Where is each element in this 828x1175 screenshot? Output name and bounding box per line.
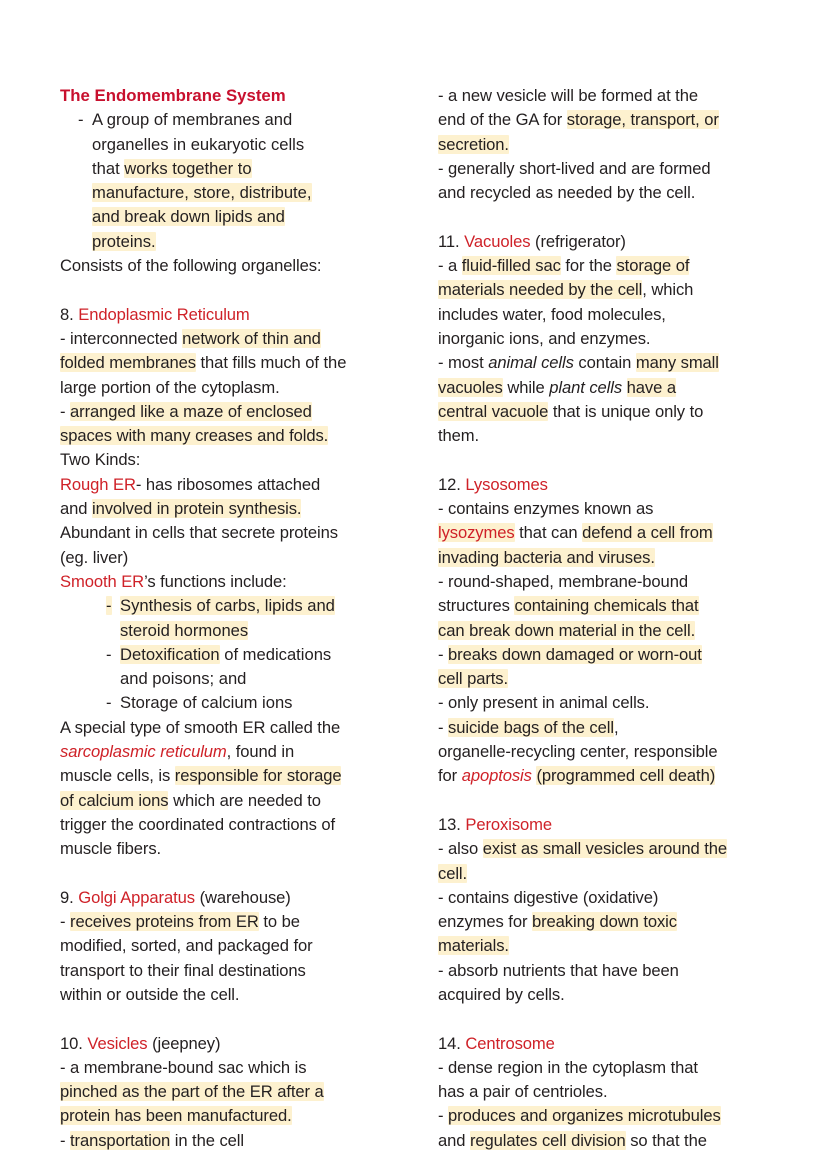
bullet-dash-icon: - <box>106 644 112 664</box>
two-kinds-label: Two Kinds: <box>60 450 141 470</box>
intro-bullet-text-2: organelles in eukaryotic cells <box>92 134 305 154</box>
page-title: The Endomembrane System <box>60 86 286 105</box>
section-14-line-2: has a pair of centrioles. <box>438 1082 608 1102</box>
highlighted-text: produces and organizes microtubules <box>448 1106 721 1126</box>
spacer <box>60 862 392 886</box>
plain-text: for the <box>560 256 617 276</box>
section-13-line-3: - contains digestive (oxidative) <box>438 887 659 907</box>
section-13-heading <box>438 813 770 837</box>
organelle-name: Lysosomes <box>465 474 548 494</box>
highlighted-text: manufacture, store, distribute, <box>92 183 312 203</box>
rough-er-line-1 <box>60 473 392 497</box>
highlighted-text: many small <box>635 353 719 373</box>
highlighted-text: Detoxification <box>120 644 220 664</box>
section-11-line-6 <box>438 376 770 400</box>
italic-term: animal cells <box>488 353 574 373</box>
highlighted-text: involved in protein synthesis. <box>92 499 302 519</box>
vesicle-cont-line-1: - a new vesicle will be formed at the <box>438 86 698 105</box>
smooth-er-bullet-2-line-2 <box>60 667 392 691</box>
section-10-heading <box>60 1032 392 1056</box>
plain-text: - interconnected <box>60 328 183 348</box>
plain-text: ’s functions include: <box>144 571 287 591</box>
highlighted-text: (programmed cell death) <box>536 766 716 786</box>
highlighted-text: pinched as the part of the ER after a <box>60 1082 324 1102</box>
highlighted-text: of calcium ions <box>60 790 169 810</box>
highlighted-text: containing chemicals that <box>514 596 699 616</box>
plain-text: , which <box>642 280 694 300</box>
italic-term: plant cells <box>549 377 623 397</box>
plain-text: and <box>438 1130 470 1150</box>
highlighted-text: materials. <box>438 936 509 956</box>
section-14-line-3 <box>438 1104 770 1128</box>
plain-text: contain <box>573 353 636 373</box>
smooth-er-bullet-3-line-1 <box>60 691 392 715</box>
intro-bullet-line-4 <box>60 181 392 205</box>
section-12-line-10 <box>438 716 770 740</box>
highlighted-text: works together to <box>124 158 252 178</box>
section-11-line-3: includes water, food molecules, <box>438 304 666 324</box>
bullet-spacer <box>60 133 92 157</box>
plain-text: to be <box>258 912 300 932</box>
two-column-layout <box>60 84 780 1153</box>
smooth-er-term: Smooth ER <box>60 571 145 591</box>
bullet-dash-icon <box>60 594 120 618</box>
section-number: 9. <box>60 887 74 907</box>
plain-text: of medications <box>219 644 332 664</box>
highlighted-text: storage of <box>616 256 690 276</box>
bullet-dash-icon: - <box>78 110 84 130</box>
plain-text: muscle cells, is <box>60 766 175 786</box>
highlighted-text: fluid-filled sac <box>461 256 561 276</box>
intro-bullet-text-6 <box>92 230 392 254</box>
apoptosis-term: apoptosis <box>461 766 532 786</box>
section-12-heading <box>438 473 770 497</box>
plain-text: end of the GA for <box>438 110 567 130</box>
highlighted-text: breaks down damaged or worn-out <box>448 644 702 664</box>
highlighted-text: breaking down toxic <box>532 912 677 932</box>
section-8-line-1 <box>60 327 392 351</box>
section-10-line-1: - a membrane-bound sac which is <box>60 1057 307 1077</box>
intro-bullet-line-5 <box>60 205 392 229</box>
intro-bullet-line-6 <box>60 230 392 254</box>
sarcoplasmic-term: sarcoplasmic reticulum <box>60 742 227 762</box>
highlighted-text: cell. <box>438 863 468 883</box>
highlighted-dash: - <box>106 596 112 616</box>
bullet-spacer <box>60 619 120 643</box>
highlighted-text: vacuoles <box>438 377 503 397</box>
section-12-line-4: - round-shaped, membrane-bound <box>438 571 688 591</box>
section-8-line-3: large portion of the cytoplasm. <box>60 377 280 397</box>
rough-er-line-2 <box>60 497 392 521</box>
plain-text: - a <box>438 256 462 276</box>
plain-text: that can <box>514 523 583 543</box>
section-13-line-2 <box>438 862 770 886</box>
plain-text: that is unique only to <box>548 401 704 421</box>
bullet-spacer <box>60 181 92 205</box>
right-column <box>438 84 770 1153</box>
organelle-alias: (jeepney) <box>147 1033 221 1053</box>
highlighted-text: cell parts. <box>438 669 509 689</box>
section-13-line-7: acquired by cells. <box>438 984 565 1004</box>
highlighted-text: proteins. <box>92 231 156 251</box>
highlighted-text: exist as small vesicles around the <box>482 839 727 859</box>
section-11-line-4: inorganic ions, and enzymes. <box>438 328 651 348</box>
section-number: 13. <box>438 814 461 834</box>
plain-text: - <box>438 644 449 664</box>
plain-text: , found in <box>226 742 295 762</box>
spacer <box>438 205 770 229</box>
plain-text: so that the <box>625 1130 707 1150</box>
plain-text: - <box>60 912 71 932</box>
intro-bullet-line-1 <box>60 108 392 132</box>
sarcoplasmic-line-6: muscle fibers. <box>60 839 162 859</box>
section-8-heading <box>60 303 392 327</box>
bullet-spacer <box>60 230 92 254</box>
highlighted-text: central vacuole <box>438 401 549 421</box>
highlighted-text: transportation <box>70 1130 171 1150</box>
bullet-spacer <box>60 667 120 691</box>
section-13-line-5 <box>438 934 770 958</box>
smooth-er-bullet-text-5: Storage of calcium ions <box>120 693 293 713</box>
highlighted-text: regulates cell division <box>470 1130 626 1150</box>
sarcoplasmic-line-1: A special type of smooth ER called the <box>60 717 341 737</box>
smooth-er-bullet-1-line-2 <box>60 619 392 643</box>
highlighted-text: steroid hormones <box>120 620 249 640</box>
organelle-name: Vesicles <box>87 1033 148 1053</box>
section-10-line-4 <box>60 1129 392 1153</box>
section-13-line-1 <box>438 837 770 861</box>
plain-text: that fills much of the <box>195 353 347 373</box>
lysozymes-term: lysozymes <box>438 523 515 543</box>
section-12-line-9: - only present in animal cells. <box>438 693 650 713</box>
section-12-line-5 <box>438 594 770 618</box>
section-8-line-5 <box>60 424 392 448</box>
sarcoplasmic-line-3 <box>60 764 392 788</box>
plain-text: while <box>502 377 550 397</box>
rough-er-line-4: (eg. liver) <box>60 547 129 567</box>
highlighted-text: Synthesis of carbs, lipids and <box>120 596 335 616</box>
bullet-spacer <box>60 157 92 181</box>
highlighted-text: protein has been manufactured. <box>60 1106 292 1126</box>
spacer <box>60 278 392 302</box>
section-12-line-11: organelle-recycling center, responsible <box>438 742 718 762</box>
organelle-name: Vacuoles <box>464 231 531 251</box>
section-14-line-1: - dense region in the cytoplasm that <box>438 1057 698 1077</box>
organelle-name: Peroxisome <box>465 814 553 834</box>
highlighted-text: can break down material in the cell. <box>438 620 696 640</box>
highlighted-text: secretion. <box>438 134 509 154</box>
organelle-alias: (warehouse) <box>194 887 291 907</box>
section-13-line-4 <box>438 910 770 934</box>
smooth-er-bullet-1-line-1 <box>60 594 392 618</box>
intro-bullet-text-3 <box>92 157 392 181</box>
smooth-er-bullet-text-1 <box>120 594 392 618</box>
organelle-name: Endoplasmic Reticulum <box>78 304 250 324</box>
highlighted-text: spaces with many creases and folds. <box>60 426 329 446</box>
sarcoplasmic-line-2 <box>60 740 392 764</box>
section-13-line-6: - absorb nutrients that have been <box>438 960 679 980</box>
section-8-line-4 <box>60 400 392 424</box>
smooth-er-bullet-2-line-1 <box>60 643 392 667</box>
highlighted-text: and break down lipids and <box>92 207 285 227</box>
plain-text: - most <box>438 353 489 373</box>
rough-er-term: Rough ER <box>60 474 136 494</box>
plain-text: - <box>60 1130 71 1150</box>
plain-text: structures <box>438 596 515 616</box>
organelle-alias: (refrigerator) <box>530 231 626 251</box>
section-11-line-7 <box>438 400 770 424</box>
highlighted-text: suicide bags of the cell <box>448 717 614 737</box>
smooth-er-bullet-text-3 <box>120 643 392 667</box>
highlighted-text: receives proteins from ER <box>70 912 259 932</box>
plain-text: - <box>438 1106 449 1126</box>
section-11-line-1 <box>438 254 770 278</box>
plain-text: and <box>60 499 92 519</box>
intro-bullet-line-2 <box>60 133 392 157</box>
plain-text: for <box>438 766 462 786</box>
section-12-line-6 <box>438 619 770 643</box>
highlighted-text: defend a cell from <box>582 523 713 543</box>
section-11-line-5 <box>438 351 770 375</box>
section-11-line-8: them. <box>438 426 480 446</box>
vesicle-cont-line-4: - generally short-lived and are formed <box>438 158 711 178</box>
section-number: 10. <box>60 1033 83 1053</box>
intro-bullet-text-5 <box>92 205 392 229</box>
section-12-line-3 <box>438 546 770 570</box>
spacer <box>438 1007 770 1031</box>
plain-text <box>622 378 627 397</box>
section-number: 8. <box>60 304 74 324</box>
highlighted-text: storage, transport, or <box>566 110 719 130</box>
highlighted-text: invading bacteria and viruses. <box>438 547 655 567</box>
plain-text: that <box>92 158 125 178</box>
section-12-line-7 <box>438 643 770 667</box>
section-11-heading <box>438 230 770 254</box>
section-14-heading <box>438 1032 770 1056</box>
vesicle-cont-line-5: and recycled as needed by the cell. <box>438 183 696 203</box>
highlighted-text: responsible for storage <box>174 766 342 786</box>
plain-text: - has ribosomes attached <box>135 474 321 494</box>
plain-text: , <box>613 717 619 737</box>
section-14-line-4 <box>438 1129 770 1153</box>
spacer <box>60 1007 392 1031</box>
vesicle-cont-line-3 <box>438 133 770 157</box>
plain-text: enzymes for <box>438 912 532 932</box>
sarcoplasmic-line-5: trigger the coordinated contractions of <box>60 814 336 834</box>
consists-line: Consists of the following organelles: <box>60 256 322 276</box>
section-number: 14. <box>438 1033 461 1053</box>
intro-bullet-text-4 <box>92 181 392 205</box>
vesicle-cont-line-2 <box>438 108 770 132</box>
section-10-line-3 <box>60 1104 392 1128</box>
section-9-heading <box>60 886 392 910</box>
section-11-line-2 <box>438 278 770 302</box>
highlighted-text: materials needed by the cell <box>438 280 643 300</box>
intro-bullet-text-1: A group of membranes and <box>92 110 293 130</box>
highlighted-text: arranged like a maze of enclosed <box>70 401 312 421</box>
sarcoplasmic-line-4 <box>60 789 392 813</box>
rough-er-line-3: Abundant in cells that secrete proteins <box>60 523 338 543</box>
section-9-line-1 <box>60 910 392 934</box>
bullet-dash-icon: - <box>106 693 112 713</box>
plain-text: in the cell <box>170 1130 244 1150</box>
section-9-line-4: within or outside the cell. <box>60 984 240 1004</box>
highlighted-text: network of thin and <box>182 328 321 348</box>
plain-text: which are needed to <box>168 790 321 810</box>
spacer <box>438 448 770 472</box>
smooth-er-bullet-text-2 <box>120 619 392 643</box>
highlighted-text: folded membranes <box>60 353 196 373</box>
section-number: 12. <box>438 474 461 494</box>
plain-text: - <box>438 717 449 737</box>
section-12-line-1: - contains enzymes known as <box>438 499 654 519</box>
intro-bullet-line-3 <box>60 157 392 181</box>
section-8-line-2 <box>60 351 392 375</box>
organelle-name: Centrosome <box>465 1033 555 1053</box>
plain-text: - also <box>438 839 483 859</box>
section-10-line-2 <box>60 1080 392 1104</box>
spacer <box>438 789 770 813</box>
organelle-name: Golgi Apparatus <box>78 887 195 907</box>
bullet-spacer <box>60 205 92 229</box>
plain-text: - <box>60 401 71 421</box>
smooth-er-line-1 <box>60 570 392 594</box>
section-number: 11. <box>438 231 460 251</box>
section-12-line-12 <box>438 764 770 788</box>
highlighted-text: have a <box>626 377 676 397</box>
left-column <box>60 84 392 1153</box>
section-12-line-2 <box>438 521 770 545</box>
section-9-line-3: transport to their final destinations <box>60 960 306 980</box>
section-9-line-2: modified, sorted, and packaged for <box>60 936 313 956</box>
smooth-er-bullet-text-4: and poisons; and <box>120 669 247 689</box>
section-12-line-8 <box>438 667 770 691</box>
